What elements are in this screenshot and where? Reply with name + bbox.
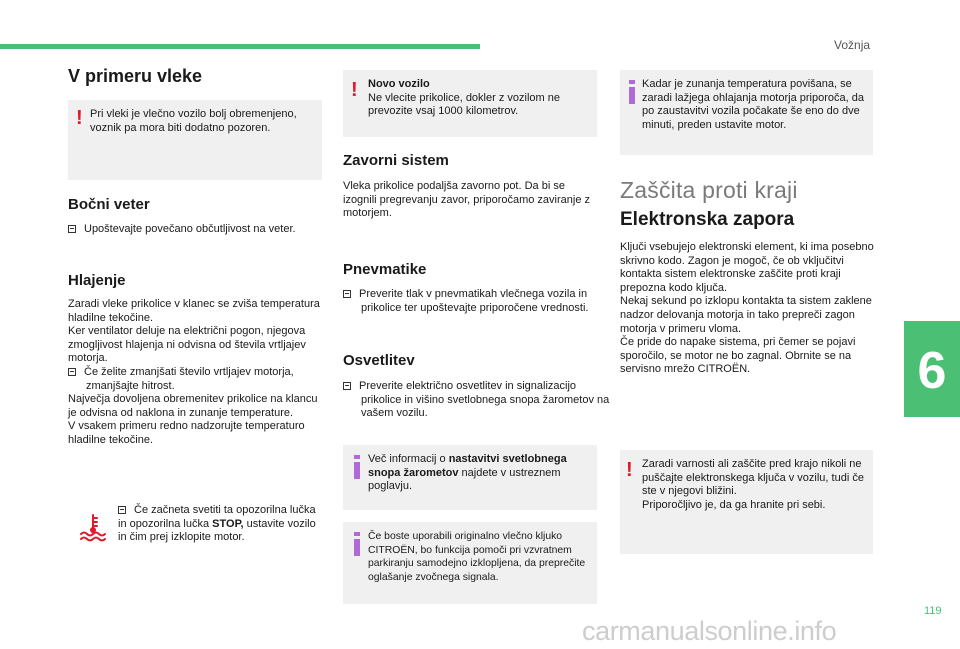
section-title: Vožnja: [834, 38, 871, 52]
immobiliser-paragraph: Nekaj sekund po izklopu kontakta ta sistem zaklene nadzor delovanja motorja in tako prepreči zagon motorja v primeru vloma.: [620, 295, 872, 335]
warning-box-new-vehicle: [343, 70, 597, 137]
warning-exclamation-icon: !: [76, 107, 83, 129]
bullet-icon: [68, 225, 76, 233]
coolant-temperature-warning-icon: [78, 512, 108, 542]
info-box-temperature: [620, 70, 873, 155]
watermark: carmanualsonline.info: [582, 616, 837, 646]
header-accent-bar: [0, 44, 480, 49]
page-number: 119: [924, 605, 942, 617]
heading-immobiliser: Elektronska zapora: [620, 209, 795, 230]
lights-bullet: Preverite električno osvetlitev in signalizacijo prikolice in višino svetlobnega snopa žarometov na vašem vozilu.: [343, 380, 617, 421]
info-icon: [349, 455, 365, 479]
heading-cooling: Hlajenje: [68, 272, 126, 289]
chapter-number: 6: [917, 342, 947, 400]
heading-brakes: Zavorni sistem: [343, 152, 449, 169]
heading-crosswind: Bočni veter: [68, 196, 150, 213]
cooling-paragraph: Največja dovoljena obremenitev prikolice na klancu je odvisna od naklona in zunanje temperature.: [68, 393, 318, 419]
info-icon: [624, 80, 640, 104]
warning-exclamation-icon: !: [626, 459, 633, 481]
page-title: V primeru vleke: [68, 66, 203, 86]
warning-box-towing: [68, 100, 322, 180]
immobiliser-paragraph: Ključi vsebujejo elektronski element, ki ima posebno skrivno kodo. Zagon je mogoč, če ob vključitvi kontakta sistem elektronske zaščite proti kraji prepozna kodo ključa.: [620, 241, 874, 294]
info-box-towbar: [343, 522, 597, 604]
cooling-body: [68, 298, 324, 448]
heading-tyres: Pnevmatike: [343, 261, 427, 278]
info-text: Kadar je zunanja temperatura povišana, se zaradi lažjega ohlajanja motorja priporoča, da po zaustavitvi vozila počakate še eno do dve minuti, preden ustavite motor.: [642, 78, 864, 131]
cooling-bullet: Če želite zmanjšati število vrtljajev motorja, zmanjšajte hitrost.: [68, 366, 324, 393]
warning-text: Novo vozilo Ne vlecite prikolice, dokler z vozilom ne prevozite vsaj 1000 kilometrov.: [368, 78, 560, 118]
brakes-text: Vleka prikolice podaljša zavorno pot. Da bi se izognili pregrevanju zavor, priporočamo zaviranje z motorjem.: [343, 180, 591, 220]
cooling-paragraph: Ker ventilator deluje na električni pogon, njegova zmogljivost hlajenja ni odvisna od števila vrtljajev motorja.: [68, 325, 306, 365]
warning-text: Zaradi varnosti ali zaščite pred krajo nikoli ne puščajte elektronskega ključa v vozilu, tudi če ste v njegovi bližini. Priporočljivo je, da ga hranite pri sebi.: [642, 458, 864, 511]
info-icon: [349, 532, 365, 556]
heading-lights: Osvetlitev: [343, 352, 415, 369]
cooling-paragraph: Zaradi vleke prikolice v klanec se zviša temperatura hladilne tekočine.: [68, 298, 320, 324]
immobiliser-body: [620, 241, 876, 377]
immobiliser-paragraph: Če pride do napake sistema, pri čemer se pojavi sporočilo, se motor ne bo zagnal. Obrnite se na servisno mrežo CITROËN.: [620, 336, 856, 376]
info-box-headlamps: [343, 445, 597, 510]
section-title-theft-protection: Zaščita proti kraji: [620, 177, 798, 203]
bullet-icon: [118, 506, 126, 514]
info-text: Če boste uporabili originalno vlečno kljuko CITROËN, bo funkcija pomoči pri vzvratnem parkiranju samodejno izklopljena, da preprečite oglašanje zvočnega signala.: [368, 531, 586, 583]
cooling-paragraph: V vsakem primeru redno nadzorujte temperaturo hladilne tekočine.: [68, 420, 305, 446]
lamp-text: Če začneta svetiti ta opozorilna lučka in opozorilna lučka STOP, ustavite vozilo in čim prej izklopite motor.: [118, 504, 316, 544]
bullet-icon: [343, 290, 351, 298]
bullet-icon: [343, 382, 351, 390]
warning-text: Pri vleki je vlečno vozilo bolj obremenjeno, voznik pa mora biti dodatno pozoren.: [90, 108, 297, 134]
tyres-bullet: Preverite tlak v pnevmatikah vlečnega vozila in prikolice ter upoštevajte priporočene vrednosti.: [343, 288, 617, 315]
bullet-icon: [68, 368, 76, 376]
crosswind-bullet: Upoštevajte povečano občutljivost na veter.: [68, 223, 324, 237]
info-text: Več informacij o nastavitvi svetlobnega snopa žarometov najdete v ustreznem poglavju.: [368, 453, 567, 493]
warning-box-electronic-key: [620, 450, 873, 554]
warning-exclamation-icon: !: [351, 79, 358, 101]
